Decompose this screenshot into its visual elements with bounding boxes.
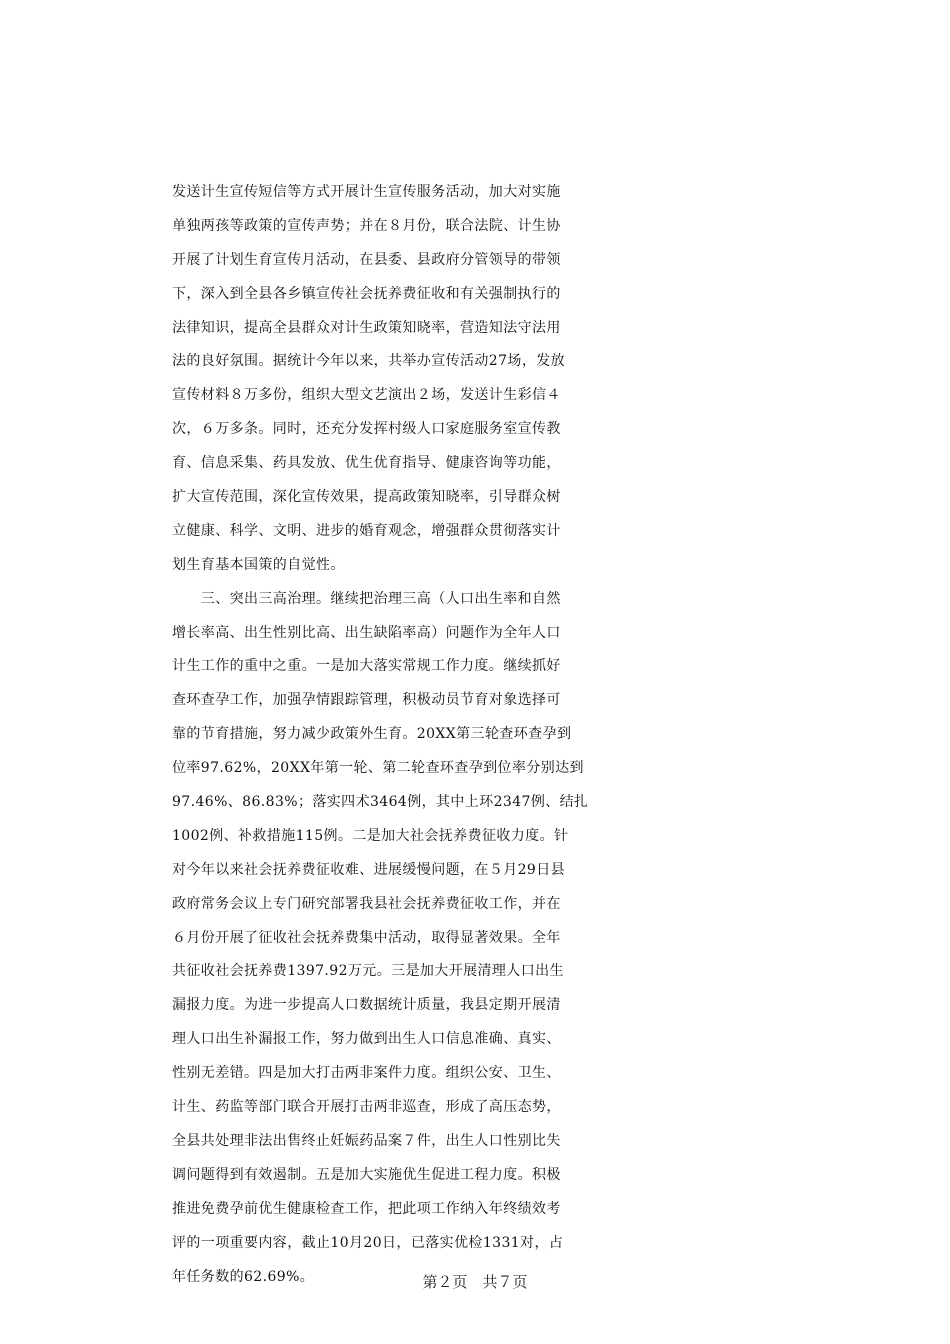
- text-line: 靠的节育措施，努力减少政策外生育。20XX第三轮查环查孕到: [172, 726, 572, 743]
- text-line: 法的良好氛围。据统计今年以来，共举办宣传活动27场，发放: [172, 353, 566, 370]
- text-line: 下，深入到全县各乡镇宣传社会抚养费征收和有关强制执行的: [172, 285, 561, 302]
- text-line: 理人口出生补漏报工作，努力做到出生人口信息准确、真实、: [172, 1031, 561, 1048]
- text-line: 宣传材料８万多份，组织大型文艺演出２场，发送计生彩信４: [172, 387, 561, 404]
- text-line: 1002例、补救措施115例。二是加大社会抚养费征收力度。针: [172, 827, 569, 844]
- text-line: 调问题得到有效遏制。五是加大实施优生促进工程力度。积极: [172, 1166, 561, 1183]
- text-line: 发送计生宣传短信等方式开展计生宣传服务活动，加大对实施: [172, 184, 561, 200]
- text-line: 扩大宣传范围，深化宣传效果，提高政策知晓率，引导群众树: [172, 489, 561, 506]
- text-line: 对今年以来社会抚养费征收难、进展缓慢问题，在５月29日县: [172, 861, 566, 878]
- text-line: 增长率高、出生性别比高、出生缺陷率高）问题作为全年人口: [172, 624, 561, 641]
- text-line: 开展了计划生育宣传月活动，在县委、县政府分管领导的带领: [172, 251, 561, 268]
- page-number-footer: 第２页 共７页: [422, 1273, 528, 1291]
- text-line: 计生、药监等部门联合开展打击两非巡查，形成了高压态势，: [172, 1099, 561, 1116]
- text-line: 位率97.62%，20XX年第一轮、第二轮查环查孕到位率分别达到: [172, 760, 584, 777]
- text-line: 法律知识，提高全县群众对计生政策知晓率，营造知法守法用: [172, 319, 561, 336]
- text-line: 推进免费孕前优生健康检查工作，把此项工作纳入年终绩效考: [172, 1200, 561, 1217]
- text-line: 年任务数的62.69%。: [172, 1268, 315, 1285]
- text-line: 育、信息采集、药具发放、优生优育指导、健康咨询等功能，: [172, 455, 561, 472]
- text-line: 单独两孩等政策的宣传声势；并在８月份，联合法院、计生协: [172, 217, 561, 234]
- text-line: 立健康、科学、文明、进步的婚育观念，增强群众贯彻落实计: [172, 522, 561, 539]
- text-line: ６月份开展了征收社会抚养费集中活动，取得显著效果。全年: [172, 929, 561, 946]
- text-line: 性别无差错。四是加大打击两非案件力度。组织公安、卫生、: [172, 1065, 561, 1082]
- document-body: [172, 176, 792, 1294]
- text-line: 政府常务会议上专门研究部署我县社会抚养费征收工作，并在: [172, 895, 561, 912]
- text-line: 查环查孕工作，加强孕情跟踪管理，积极动员节育对象选择可: [172, 692, 561, 709]
- text-line: 次，６万多条。同时，还充分发挥村级人口家庭服务室宣传教: [172, 421, 561, 438]
- text-line: 计生工作的重中之重。一是加大落实常规工作力度。继续抓好: [172, 658, 561, 675]
- text-line: 97.46%、86.83%；落实四术3464例，其中上环2347例、结扎: [172, 794, 589, 811]
- text-line: 划生育基本国策的自觉性。: [172, 556, 345, 573]
- text-line: 全县共处理非法出售终止妊娠药品案７件，出生人口性别比失: [172, 1132, 561, 1149]
- text-line: 评的一项重要内容，截止10月20日，已落实优检1331对，占: [172, 1234, 564, 1251]
- text-line: 共征收社会抚养费1397.92万元。三是加大开展清理人口出生: [172, 963, 564, 980]
- text-line: 漏报力度。为进一步提高人口数据统计质量，我县定期开展清: [172, 997, 561, 1014]
- text-line: 三、突出三高治理。继续把治理三高（人口出生率和自然: [172, 590, 561, 607]
